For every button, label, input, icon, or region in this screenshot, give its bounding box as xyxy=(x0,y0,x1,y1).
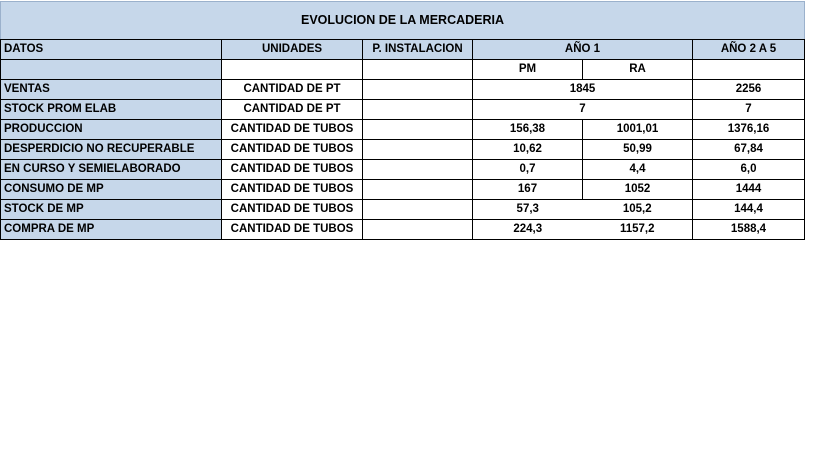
row-pm-value: 224,3 xyxy=(473,220,583,240)
merchandise-evolution-table xyxy=(0,1,805,240)
row-pm-value: 167 xyxy=(473,180,583,200)
subheader-empty xyxy=(363,60,473,80)
row-ra-value: 105,2 xyxy=(583,200,693,220)
row-unit: CANTIDAD DE TUBOS xyxy=(222,140,363,160)
table-title: EVOLUCION DE LA MERCADERIA xyxy=(1,2,805,40)
row-instalacion xyxy=(363,80,473,100)
row-instalacion xyxy=(363,180,473,200)
row-anio2a5-value: 1376,16 xyxy=(693,120,805,140)
row-ra-value: 1052 xyxy=(583,180,693,200)
row-unit: CANTIDAD DE TUBOS xyxy=(222,220,363,240)
row-unit: CANTIDAD DE TUBOS xyxy=(222,120,363,140)
row-instalacion xyxy=(363,220,473,240)
table-row xyxy=(1,160,805,180)
table-row xyxy=(1,140,805,160)
table-row xyxy=(1,120,805,140)
subheader-empty xyxy=(693,60,805,80)
row-anio2a5-value: 144,4 xyxy=(693,200,805,220)
table-row xyxy=(1,220,805,240)
row-pm-value: 10,62 xyxy=(473,140,583,160)
row-instalacion xyxy=(363,120,473,140)
table-row xyxy=(1,180,805,200)
row-instalacion xyxy=(363,200,473,220)
row-anio2a5-value: 1588,4 xyxy=(693,220,805,240)
row-label: VENTAS xyxy=(1,80,222,100)
header-anio-2-5: AÑO 2 A 5 xyxy=(693,40,805,60)
row-instalacion xyxy=(363,100,473,120)
table-row xyxy=(1,100,805,120)
subheader-empty xyxy=(1,60,222,80)
row-anio2a5-value: 6,0 xyxy=(693,160,805,180)
row-label: STOCK DE MP xyxy=(1,200,222,220)
row-anio1-value: 1845 xyxy=(473,80,693,100)
row-unit: CANTIDAD DE PT xyxy=(222,100,363,120)
table-row xyxy=(1,80,805,100)
row-anio2a5-value: 67,84 xyxy=(693,140,805,160)
header-unidades: UNIDADES xyxy=(222,40,363,60)
row-anio2a5-value: 2256 xyxy=(693,80,805,100)
row-pm-value: 0,7 xyxy=(473,160,583,180)
row-unit: CANTIDAD DE PT xyxy=(222,80,363,100)
row-ra-value: 1001,01 xyxy=(583,120,693,140)
header-anio-1: AÑO 1 xyxy=(473,40,693,60)
row-instalacion xyxy=(363,140,473,160)
row-label: PRODUCCION xyxy=(1,120,222,140)
row-pm-value: 156,38 xyxy=(473,120,583,140)
row-label: STOCK PROM ELAB xyxy=(1,100,222,120)
row-label: COMPRA DE MP xyxy=(1,220,222,240)
row-anio1-value: 7 xyxy=(473,100,693,120)
row-label: EN CURSO Y SEMIELABORADO xyxy=(1,160,222,180)
row-ra-value: 4,4 xyxy=(583,160,693,180)
row-ra-value: 1157,2 xyxy=(583,220,693,240)
row-label: DESPERDICIO NO RECUPERABLE xyxy=(1,140,222,160)
row-unit: CANTIDAD DE TUBOS xyxy=(222,180,363,200)
subheader-ra: RA xyxy=(583,60,693,80)
row-anio2a5-value: 1444 xyxy=(693,180,805,200)
row-unit: CANTIDAD DE TUBOS xyxy=(222,200,363,220)
table-row xyxy=(1,200,805,220)
subheader-empty xyxy=(222,60,363,80)
subheader-pm: PM xyxy=(473,60,583,80)
header-datos: DATOS xyxy=(1,40,222,60)
row-anio2a5-value: 7 xyxy=(693,100,805,120)
header-instalacion: P. INSTALACION xyxy=(363,40,473,60)
row-instalacion xyxy=(363,160,473,180)
row-unit: CANTIDAD DE TUBOS xyxy=(222,160,363,180)
row-label: CONSUMO DE MP xyxy=(1,180,222,200)
row-ra-value: 50,99 xyxy=(583,140,693,160)
row-pm-value: 57,3 xyxy=(473,200,583,220)
